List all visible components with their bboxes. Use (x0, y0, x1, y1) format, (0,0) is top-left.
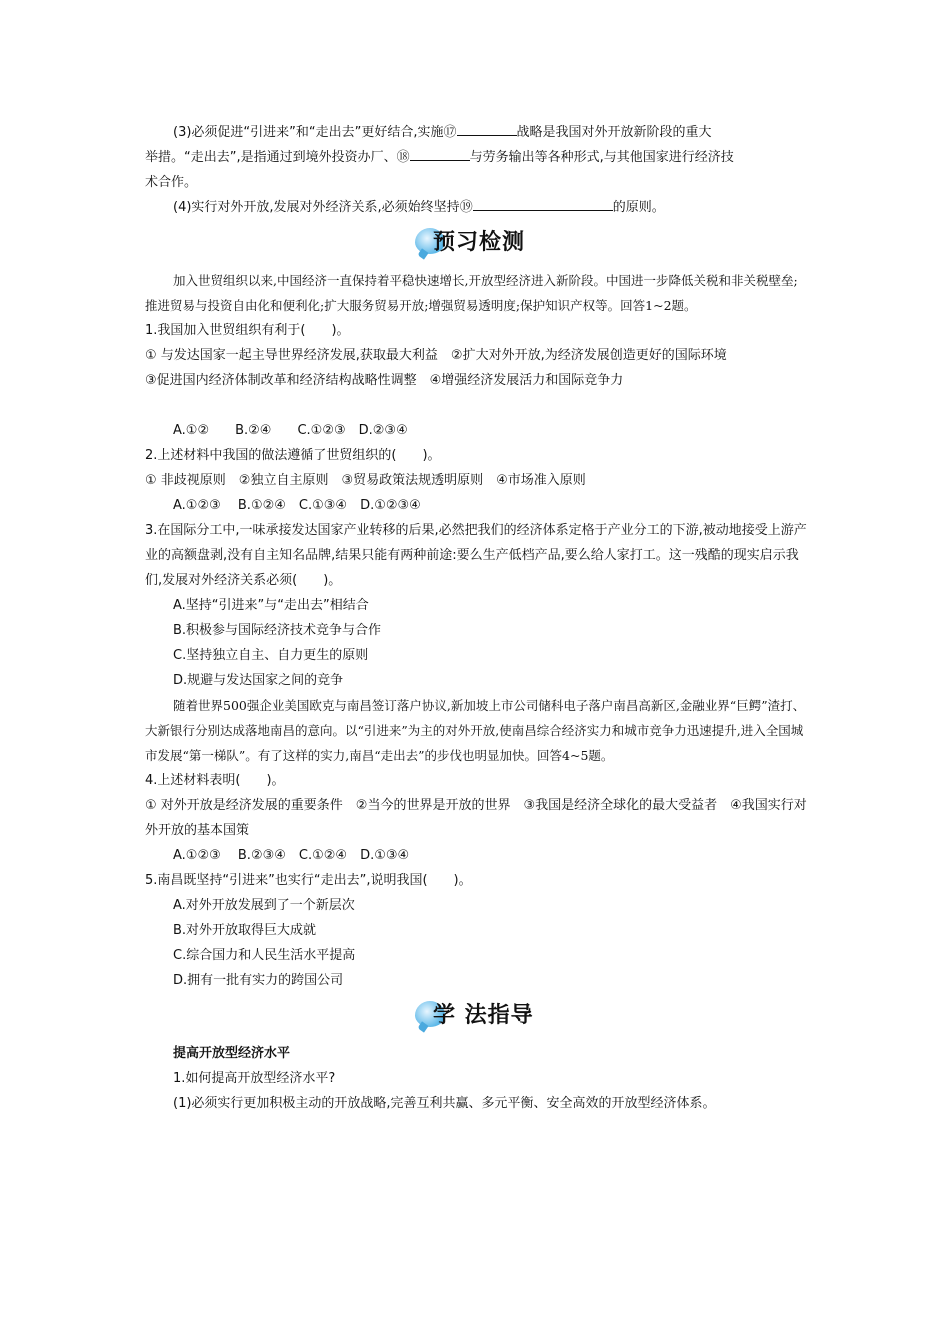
question-1-stem: 1.我国加入世贸组织有利于( )。 (145, 323, 350, 338)
question-3-choice-b[interactable]: B.积极参与国际经济技术竞争与合作 (173, 623, 382, 638)
question-5-choice-d[interactable]: D.拥有一批有实力的跨国公司 (173, 973, 344, 988)
question-1-options-b: ③促进国内经济体制改革和经济结构战略性调整 ④增强经济发展活力和国际竞争力 (145, 373, 624, 388)
question-4-stem: 4.上述材料表明( )。 (145, 773, 285, 788)
item-4-line: (4)实行对外开放,发展对外经济关系,必须始终坚持⑲ 的原则。 (145, 195, 810, 220)
fill-blank-19[interactable] (473, 196, 613, 211)
question-4-options: ① 对外开放是经济发展的重要条件 ②当今的世界是开放的世界 ③我国是经济全球化的最大受益者 ④我国实行对外开放的基本国策 (145, 798, 807, 838)
guide-title: 提高开放型经济水平 (173, 1046, 291, 1061)
material-paragraph-1: 加入世贸组织以来,中国经济一直保持着平稳快速增长,开放型经济进入新阶段。中国进一步降低关税和非关税壁垒;推进贸易与投资自由化和便利化;扩大服务贸易开放;增强贸易透明度;保护知识产权等。回答1~2题。 (145, 273, 798, 313)
circled-number-19: ⑲ (459, 200, 473, 215)
circled-number-18: ⑱ (396, 150, 410, 165)
question-3-choice-a[interactable]: A.坚持“引进来”与“走出去”相结合 (173, 598, 369, 613)
question-3-choice-d[interactable]: D.规避与发达国家之间的竞争 (173, 673, 344, 688)
question-1-options-a: ① 与发达国家一起主导世界经济发展,获取最大利益 ②扩大对外开放,为经济发展创造更好的国际环境 (145, 348, 727, 363)
guide-answer-1: (1)必须实行更加积极主动的开放战略,完善互利共赢、多元平衡、安全高效的开放型经济体系。 (173, 1096, 716, 1111)
item-3-line-1: (3)必须促进“引进来”和“走出去”更好结合,实施⑰ 战略是我国对外开放新阶段的重大 (145, 120, 810, 145)
fill-blank-17[interactable] (457, 121, 517, 136)
question-5-choice-a[interactable]: A.对外开放发展到了一个新层次 (173, 898, 355, 913)
section-heading-preview-test (145, 224, 810, 262)
question-2-choices[interactable]: A.①②③ B.①②④ C.①③④ D.①②③④ (173, 498, 421, 513)
material-paragraph-2: 随着世界500强企业美国欧克与南昌签订落户协议,新加坡上市公司储科电子落户南昌高新区,金融业界“巨鳄”渣打、大新银行分别达成落地南昌的意向。以“引进来”为主的对外开放,使南昌综合经济实力和城市竞争力迅速提升,进入全国城市发展“第一梯队”。有了这样的实力,南昌“走出去”的步伐也明显加快。回答4~5题。 (145, 698, 806, 763)
question-1-choices[interactable]: A.①② B.②④ C.①②③ D.②③④ (173, 423, 408, 438)
heading-text: 学 法指导 (433, 1002, 534, 1028)
question-2-options: ① 非歧视原则 ②独立自主原则 ③贸易政策法规透明原则 ④市场准入原则 (145, 473, 586, 488)
item-3-line-2: 举措。“走出去”,是指通过到境外投资办厂、⑱ 与劳务输出等各种形式,与其他国家进行经济技 (145, 145, 810, 170)
section-heading-method-guide (145, 997, 810, 1035)
question-3-stem: 3.在国际分工中,一味承接发达国家产业转移的后果,必然把我们的经济体系定格于产业分工的下游,被动地接受上游产业的高额盘剥,没有自主知名品牌,结果只能有两种前途:要么生产低档产品,要么给人家打工。这一残酷的现实启示我们,发展对外经济关系必须( )。 (145, 523, 807, 588)
question-4-choices[interactable]: A.①②③ B.②③④ C.①②④ D.①③④ (173, 848, 410, 863)
circled-number-17: ⑰ (443, 125, 457, 140)
question-3-choice-c[interactable]: C.坚持独立自主、自力更生的原则 (173, 648, 369, 663)
question-5-choice-c[interactable]: C.综合国力和人民生活水平提高 (173, 948, 356, 963)
guide-question: 1.如何提高开放型经济水平? (173, 1071, 336, 1086)
document-page (145, 120, 810, 1116)
fill-blank-18[interactable] (410, 146, 470, 161)
question-2-stem: 2.上述材料中我国的做法遵循了世贸组织的( )。 (145, 448, 441, 463)
item-3-line-3: 术合作。 (145, 175, 198, 190)
question-5-choice-b[interactable]: B.对外开放取得巨大成就 (173, 923, 317, 938)
heading-text: 预习检测 (433, 229, 526, 255)
question-5-stem: 5.南昌既坚持“引进来”也实行“走出去”,说明我国( )。 (145, 873, 472, 888)
